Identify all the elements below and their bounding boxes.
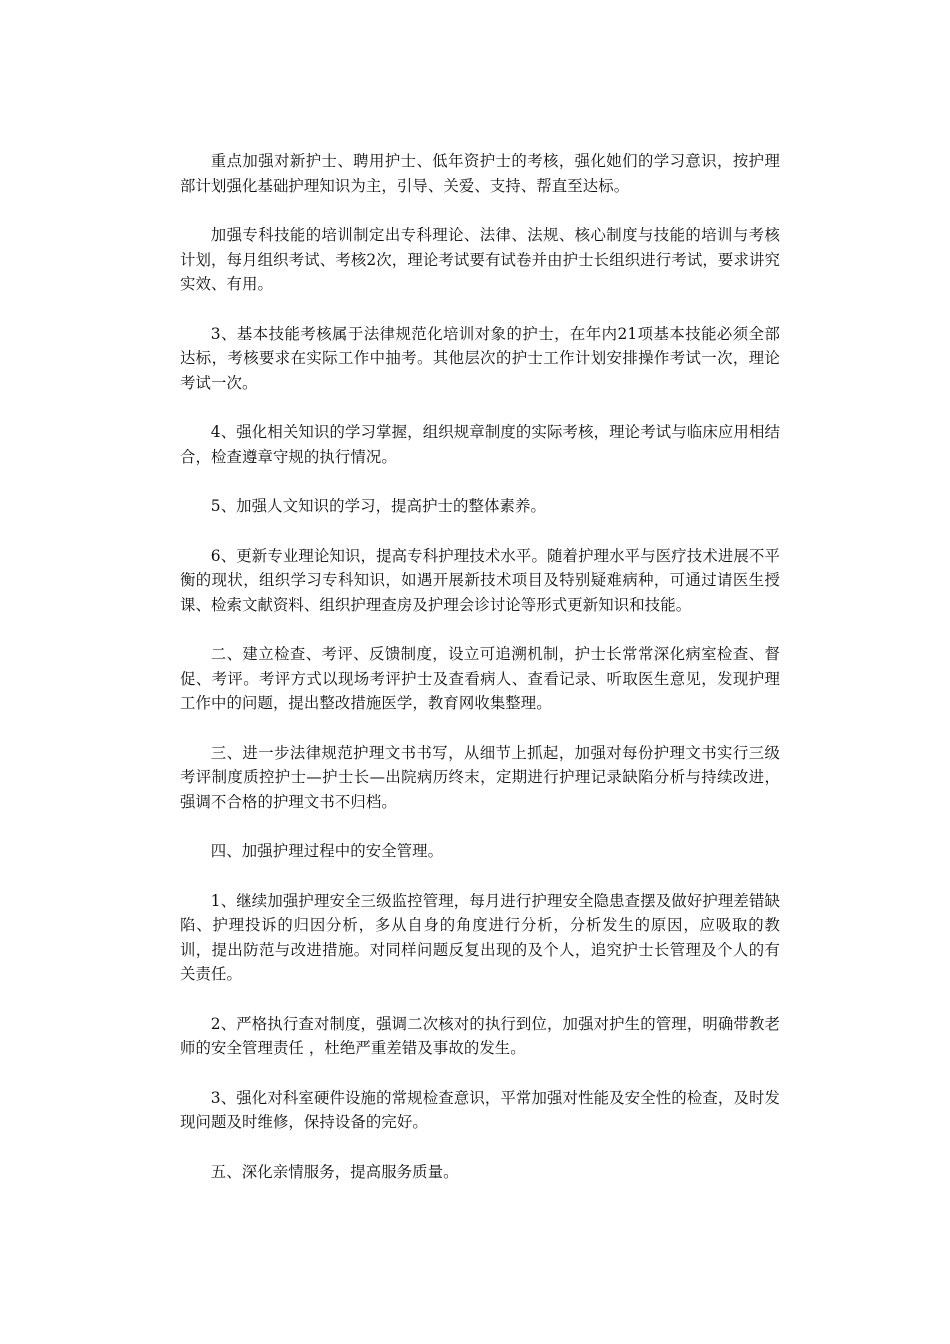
section-heading: 四、加强护理过程中的安全管理。 — [210, 842, 444, 860]
document-body — [180, 149, 780, 1209]
paragraph: 重点加强对新护士、聘用护士、低年资护士的考核，强化她们的学习意识，按护理部计划强化基础护理知识为主，引导、关爱、支持、帮直至达标。 — [180, 152, 780, 195]
paragraph: 5、加强人文知识的学习，提高护士的整体素养。 — [210, 497, 546, 515]
paragraph: 3、基本技能考核属于法律规范化培训对象的护士，在年内21项基本技能必须全部达标，考核要求在实际工作中抽考。其他层次的护士工作计划安排操作考试一次，理论考试一次。 — [180, 324, 780, 392]
paragraph: 4、强化相关知识的学习掌握，组织规章制度的实际考核，理论考试与临床应用相结合，检查遵章守规的执行情况。 — [180, 423, 780, 466]
paragraph: 3、强化对科室硬件设施的常规检查意识，平常加强对性能及安全性的检查，及时发现问题及时维修，保持设备的完好。 — [180, 1088, 780, 1131]
paragraph: 加强专科技能的培训制定出专科理论、法律、法规、核心制度与技能的培训与考核计划，每月组织考试、考核2次，理论考试要有试卷并由护士长组织进行考试，要求讲究实效、有用。 — [180, 226, 780, 293]
paragraph: 二、建立检查、考评、反馈制度，设立可追溯机制，护士长常常深化病室检查、督促、考评。考评方式以现场考评护士及查看病人、查看记录、听取医生意见，发现护理工作中的问题，提出整改措施医学，教育网收集整理。 — [180, 645, 780, 712]
paragraph: 1、继续加强护理安全三级监控管理，每月进行护理安全隐患查摆及做好护理差错缺陷、护理投诉的归因分析，多从自身的角度进行分析，分析发生的原因，应吸取的教训，提出防范与改进措施。对同样问题反复出现的及个人，追究护士长管理及个人的有关责任。 — [180, 891, 780, 983]
section-heading: 五、深化亲情服务，提高服务质量。 — [210, 1162, 459, 1181]
paragraph: 2、严格执行查对制度，强调二次核对的执行到位，加强对护生的管理，明确带教老师的安全管理责任 ，杜绝严重差错及事故的发生。 — [180, 1014, 780, 1057]
paragraph: 三、进一步法律规范护理文书书写，从细节上抓起，加强对每份护理文书实行三级考评制度质控护士—护士长—出院病历终末，定期进行护理记录缺陷分析与持续改进，强调不合格的护理文书不归档。 — [180, 743, 780, 811]
paragraph: 6、更新专业理论知识，提高专科护理技术水平。随着护理水平与医疗技术进展不平衡的现状，组织学习专科知识，如遇开展新技术项目及特别疑难病种，可通过请医生授课、检索文献资料、组织护理查房及护理会诊讨论等形式更新知识和技能。 — [180, 546, 780, 614]
